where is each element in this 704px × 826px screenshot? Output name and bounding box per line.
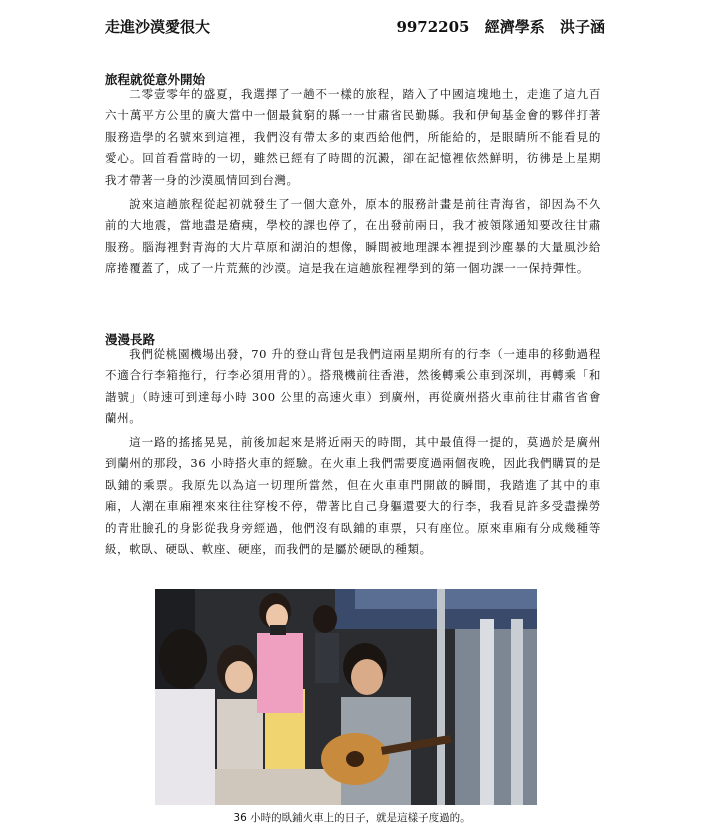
paragraph: 二零壹零年的盛夏，我選擇了一趟不一樣的旅程，踏入了中國這塊地土，走進了這九百六十萬平方公里的廣大當中一個最貧窮的縣一一甘肅省民勤縣。我和伊甸基金會的夥伴打著服務造學的名號來到這裡，我們沒有帶太多的東西給他們，所能給的，是眼睛所不能看見的愛心。回首看當時的一切，雖然已經有了時間的沉澱，卻在記憶裡依然鮮明，彷彿是上星期我才帶著一身的沙漠風情回到台灣。 bbox=[105, 87, 601, 187]
paragraph: 我們從桃園機場出發，70 升的登山背包是我們這兩星期所有的行李（一連串的移動過程不適合行李箱拖行，行李必須用背的）。搭飛機前往香港，然後轉乘公車到深圳，再轉乘「和諧號」（時速可到達每小時 300 公里的高速火車）到廣州，再從廣州搭火車前往甘肅省省會蘭州。 bbox=[105, 347, 601, 426]
train-photo bbox=[155, 589, 537, 805]
photo-caption: 36 小時的臥鋪火車上的日子，就是這樣子度過的。 bbox=[233, 812, 471, 824]
section-title: 漫漫長路 bbox=[105, 332, 156, 347]
department: 經濟學系 bbox=[484, 18, 545, 36]
author-name: 洪子涵 bbox=[559, 18, 605, 36]
student-id: 9972205 bbox=[396, 18, 470, 36]
section-title: 旅程就從意外開始 bbox=[105, 72, 206, 87]
paragraph: 說來這趟旅程從起初就發生了一個大意外，原本的服務計畫是前往青海省，卻因為不久前的大地震，當地盡是瘡痍，學校的課也停了，在出發前兩日，我才被領隊通知要改往甘肅服務。腦海裡對青海的大片草原和湖泊的想像，瞬間被地理課本裡提到沙塵暴的大量風沙給席捲覆蓋了，成了一片荒蕪的沙漠。這是我在這趟旅程裡學到的第一個功課一一保持彈性。 bbox=[105, 197, 601, 276]
photo-illustration bbox=[155, 589, 537, 805]
page-header bbox=[105, 16, 605, 38]
document-title: 走進沙漠愛很大 bbox=[105, 18, 211, 36]
paragraph: 這一路的搖搖晃晃，前後加起來是將近兩天的時間，其中最值得一提的，莫過於是廣州到蘭州的那段，36 小時搭火車的經驗。在火車上我們需要度過兩個夜晚，因此我們購買的是臥鋪的乘票。我原先以為這一切理所當然，但在火車車門開啟的瞬間，我踏進了其中的車廂，人潮在車廂裡來來往往穿梭不停，帶著比自己身軀還要大的行李，我看見許多受盡操勞的青壯臉孔的身影從我身旁經過，他們沒有臥鋪的車票，只有座位。原來車廂有分成幾種等級，軟臥、硬臥、軟座、硬座，而我們的是屬於硬臥的種類。 bbox=[105, 435, 601, 557]
author-info bbox=[386, 16, 605, 37]
